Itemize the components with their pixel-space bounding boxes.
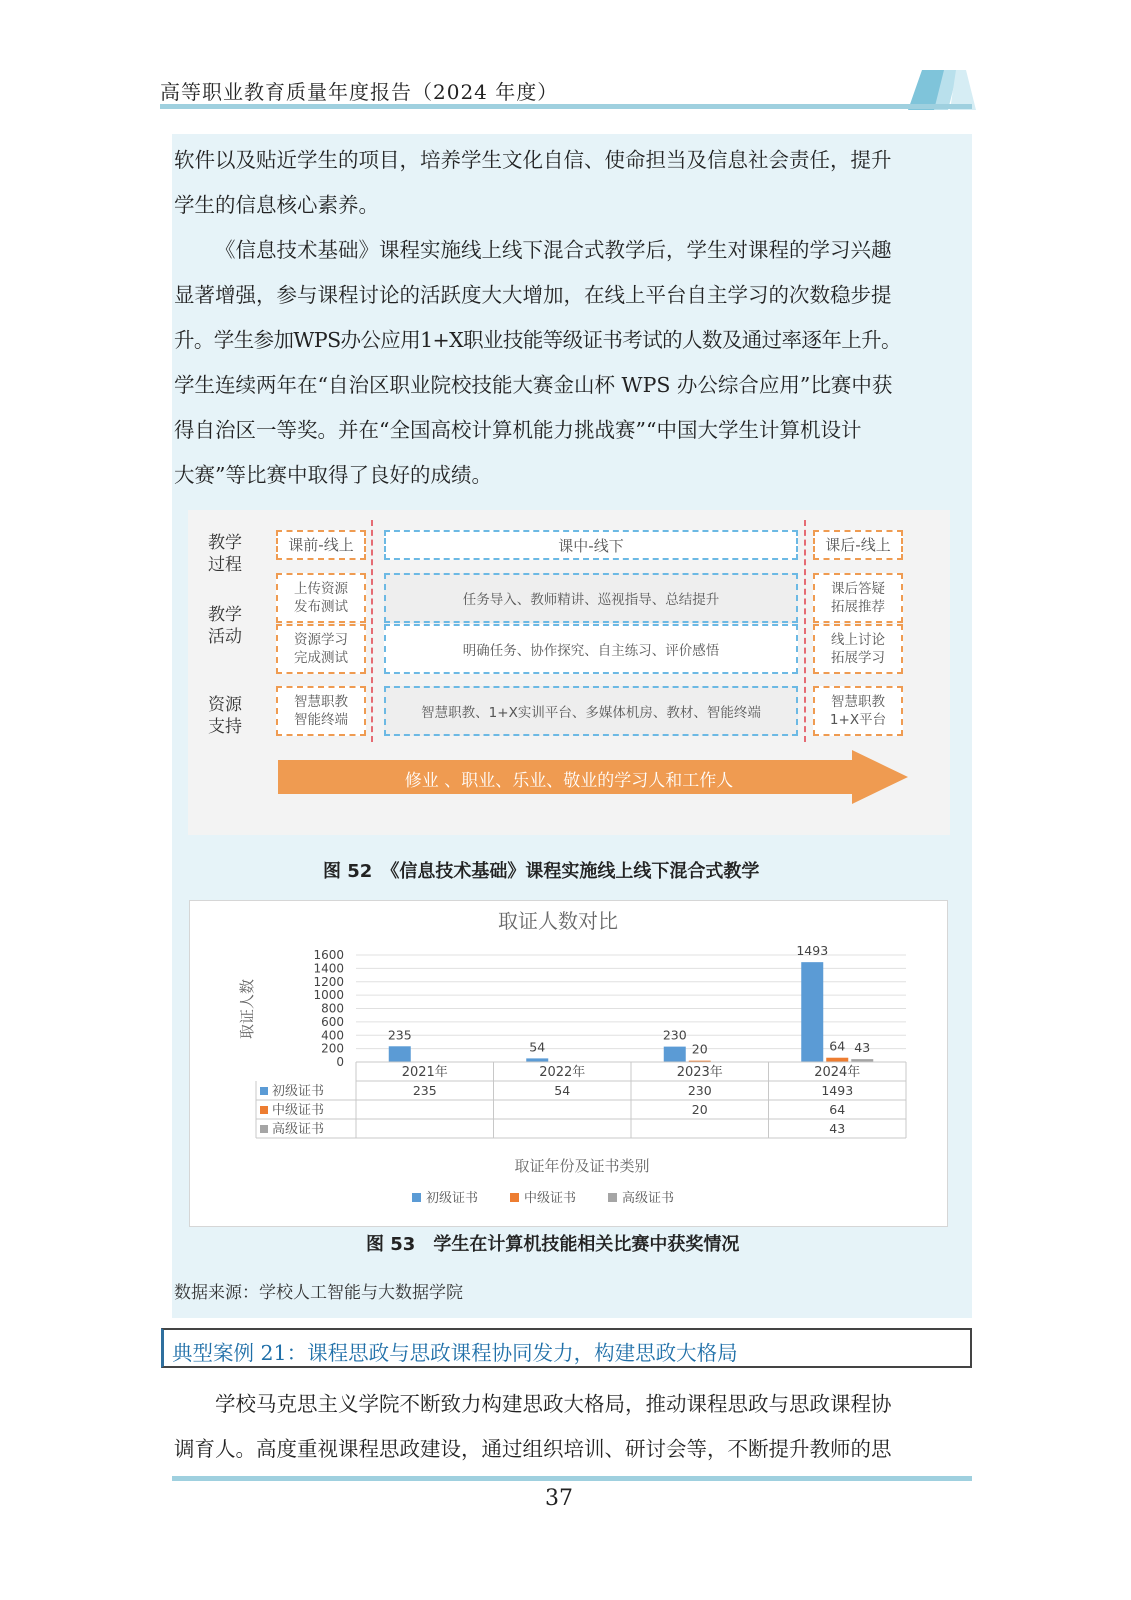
row-label-activity: 教学 活动: [208, 605, 242, 647]
paragraph-line: 软件以及贴近学生的项目，培养学生文化自信、使命担当及信息社会责任，提升: [174, 148, 892, 172]
table-series-name: 高级证书: [272, 1122, 325, 1137]
phase-mid-offline: 课中-线下: [384, 530, 798, 560]
paragraph-line: 大赛”等比赛中取得了良好的成绩。: [174, 463, 492, 487]
pre-activity-study: 资源学习 完成测试: [276, 624, 366, 674]
x-axis-label: 取证年份及证书类别: [514, 1157, 650, 1175]
legend-label: 初级证书: [426, 1191, 479, 1206]
paragraph-line: 升。学生参加WPS办公应用1+X职业技能等级证书考试的人数及通过率逐年上升。: [174, 328, 901, 352]
footer-rule: [172, 1476, 972, 1481]
post-activity-qa: 课后答疑 拓展推荐: [813, 573, 903, 623]
y-tick-label: 1200: [313, 974, 344, 989]
table-cell-value: 230: [687, 1083, 712, 1098]
x-category-label: 2022年: [539, 1065, 586, 1080]
blended-teaching-diagram: [188, 510, 950, 835]
bar-1: [526, 1058, 548, 1062]
y-tick-label: 1000: [313, 988, 344, 1003]
mid-activity-teacher: 任务导入、教师精讲、巡视指导、总结提升: [384, 573, 798, 623]
page-number: 37: [545, 1486, 573, 1511]
mid-resource: 智慧职教、1+X实训平台、多媒体机房、教材、智能终端: [384, 686, 798, 736]
paragraph-line: 调育人。高度重视课程思政建设，通过组织培训、研讨会等，不断提升教师的思: [174, 1437, 892, 1461]
bar-1: [801, 962, 823, 1062]
pre-resource: 智慧职教 智能终端: [276, 686, 366, 736]
legend-label: 高级证书: [622, 1191, 675, 1206]
goal-arrow-text: 修业 、职业、乐业、敬业的学习人和工作人: [404, 771, 734, 791]
data-label: 64: [829, 1038, 846, 1054]
paragraph-line: 学生连续两年在“自治区职业院校技能大赛金山杯 WPS 办公综合应用”比赛中获: [174, 373, 893, 397]
table-legend-key: [260, 1125, 268, 1133]
bar-2: [826, 1058, 848, 1062]
paragraph-line: 显著增强，参与课程讨论的活跃度大大增加，在线上平台自主学习的次数稳步提: [174, 283, 892, 307]
figure-53-caption: 图 53 学生在计算机技能相关比赛中获奖情况: [366, 1234, 740, 1255]
header-rule: [160, 104, 972, 109]
x-category-label: 2021年: [401, 1065, 448, 1080]
data-label: 235: [387, 1027, 412, 1043]
x-category-label: 2023年: [676, 1065, 723, 1080]
table-cell-value: 43: [829, 1121, 846, 1136]
bar-1: [389, 1046, 411, 1062]
phase-post-online: 课后-线上: [813, 530, 903, 560]
figure-52-caption: 图 52 《信息技术基础》课程实施线上线下混合式教学: [323, 861, 760, 882]
data-label: 1493: [796, 943, 829, 959]
data-source: 数据来源：学校人工智能与大数据学院: [174, 1283, 463, 1303]
phase-divider-left: [371, 520, 373, 742]
paragraph-line: 学生的信息核心素养。: [174, 193, 379, 217]
table-legend-key: [260, 1106, 268, 1114]
y-tick-label: 200: [321, 1041, 344, 1056]
table-series-name: 中级证书: [272, 1103, 325, 1118]
y-tick-label: 600: [321, 1014, 344, 1029]
row-label-process: 教学 过程: [208, 533, 242, 575]
legend-label: 中级证书: [524, 1191, 577, 1206]
header-title: 高等职业教育质量年度报告（2024 年度）: [160, 80, 559, 104]
y-tick-label: 1600: [313, 948, 344, 962]
paragraph-line: 学校马克思主义学院不断致力构建思政大格局，推动课程思政与思政课程协: [215, 1392, 892, 1416]
data-label: 230: [662, 1027, 687, 1043]
bar-1: [664, 1047, 686, 1062]
case-title: 典型案例 21：课程思政与思政课程协同发力，构建思政大格局: [172, 1341, 738, 1365]
table-cell-value: 54: [554, 1083, 571, 1098]
table-cell-value: 64: [829, 1102, 846, 1117]
mid-activity-student: 明确任务、协作探究、自主练习、评价感悟: [384, 624, 798, 674]
legend-key: [412, 1193, 421, 1202]
row-label-resource: 资源 支持: [208, 695, 242, 737]
phase-divider-right: [804, 520, 806, 742]
paragraph-1: [174, 138, 970, 228]
paragraph-line: 得自治区一等奖。并在“全国高校计算机能力挑战赛”“中国大学生计算机设计: [174, 418, 862, 442]
y-tick-label: 400: [321, 1028, 344, 1043]
table-cell-value: 1493: [821, 1083, 854, 1098]
certificate-bar-chart: [190, 901, 947, 1226]
phase-pre-online: 课前-线上: [276, 530, 366, 560]
data-label: 54: [529, 1039, 546, 1055]
pre-activity-upload: 上传资源 发布测试: [276, 573, 366, 623]
table-legend-key: [260, 1087, 268, 1095]
paragraph-line: 《信息技术基础》课程实施线上线下混合式教学后，学生对课程的学习兴趣: [215, 238, 892, 262]
case-title-box: [161, 1328, 972, 1368]
chart-title: 取证人数对比: [498, 909, 618, 933]
table-cell-value: 235: [412, 1083, 437, 1098]
paragraph-2: [174, 228, 970, 498]
y-axis-label: 取证人数: [238, 978, 256, 1040]
data-label: 43: [854, 1040, 871, 1056]
y-tick-label: 1400: [313, 961, 344, 976]
y-tick-label: 0: [336, 1055, 344, 1069]
data-label: 20: [691, 1041, 708, 1057]
legend-key: [608, 1193, 617, 1202]
paragraph-3: [174, 1382, 970, 1472]
post-resource: 智慧职教 1+X平台: [813, 686, 903, 736]
table-series-name: 初级证书: [272, 1084, 325, 1099]
y-tick-label: 800: [321, 1001, 344, 1016]
x-category-label: 2024年: [814, 1065, 861, 1080]
post-activity-discuss: 线上讨论 拓展学习: [813, 624, 903, 674]
table-cell-value: 20: [691, 1102, 708, 1117]
certificate-chart: [189, 900, 948, 1227]
legend-key: [510, 1193, 519, 1202]
